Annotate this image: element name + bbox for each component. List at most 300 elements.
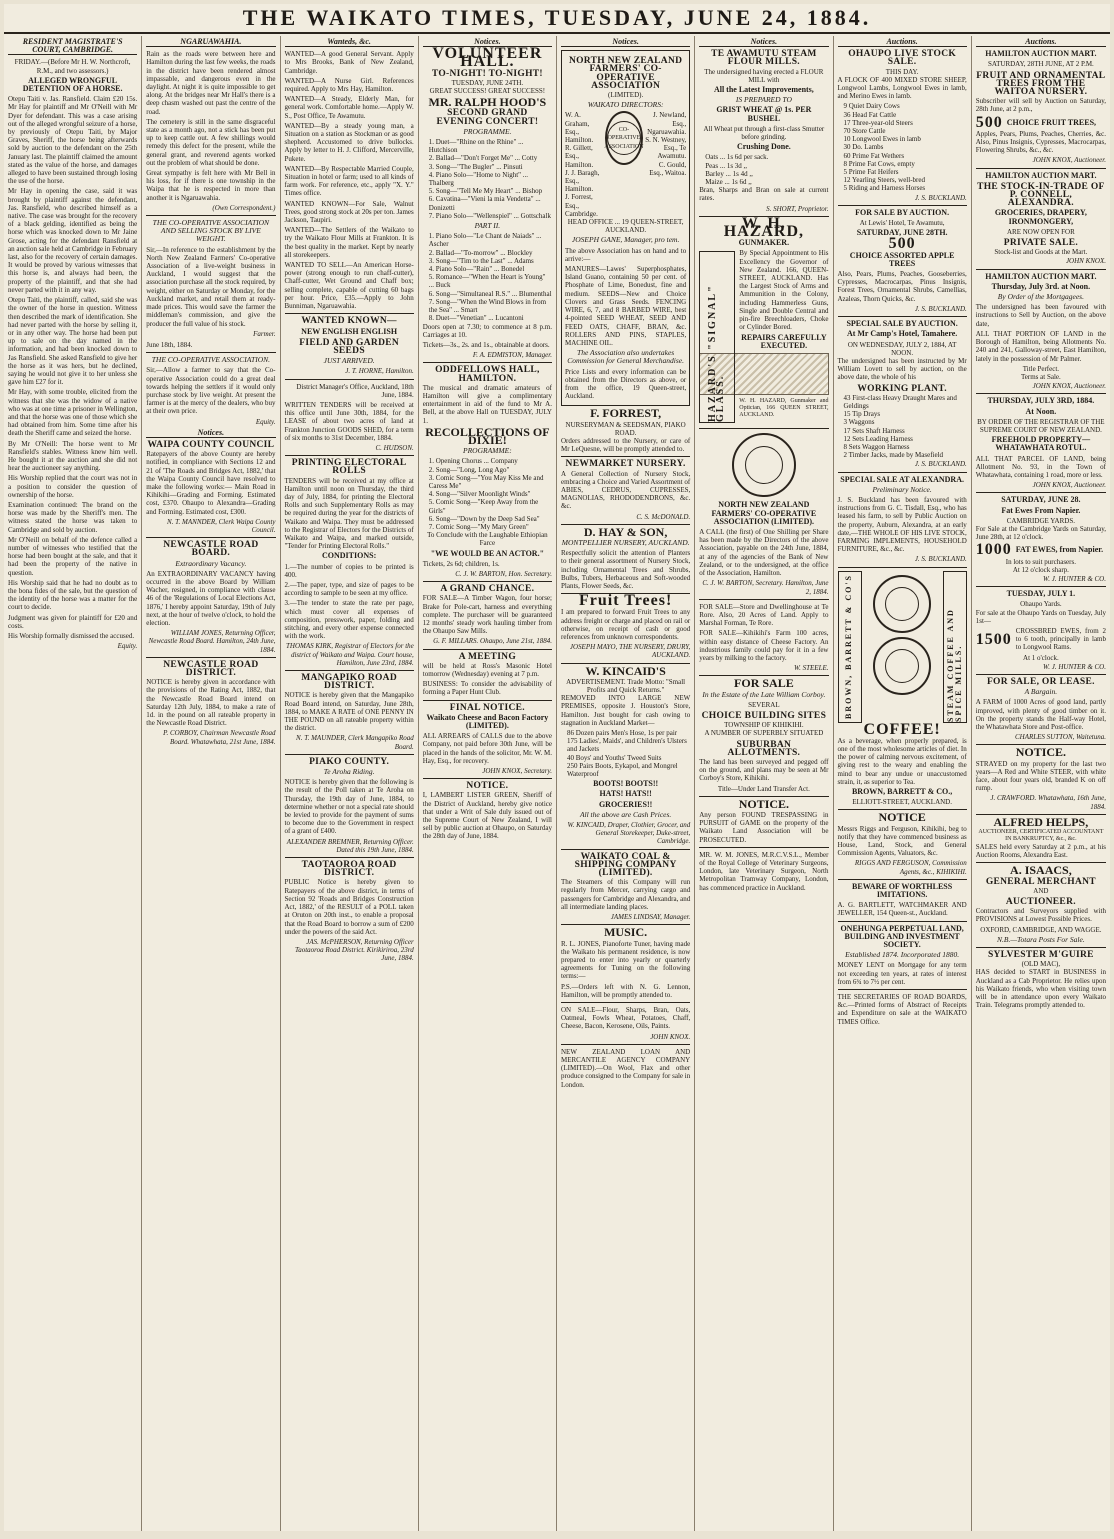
ad-heading: TUESDAY, JULY 1. [1006, 589, 1076, 599]
programme-item: 5. Comic Song—"Keep Away from the Girls" [428, 498, 539, 515]
director: C. Gould, Esq., Waitoa. [649, 160, 687, 177]
price-row: Oats ... 1s 6d per sack. [705, 153, 769, 162]
ad-heading: ONEHUNGA PERPETUAL LAND, BUILDING AND INVESTMENT SOCIETY. [840, 923, 964, 950]
list-item: 250 Pairs Boots, Eykapol, and Mongrel Waterproof [567, 761, 678, 779]
ad-heading: HAMILTON AUCTION MART. [985, 49, 1097, 59]
banner-text: BROWN, BARRETT & CO'S [844, 574, 854, 720]
ad-body: By Special Appointment to His Excellency the Governor of New Zealand. 166, QUEEN-STREET, AUCKLAND. Has the Largest Stock of Arms and Ammunition in the Colony, including Hammerless Guns, Single and Double Central and pin-fire Breechloaders, Choke or Cylinder Bored. [739, 249, 829, 332]
programme-item: 2. Song—"Long, Long Ago" [428, 465, 510, 474]
signature: W. KINCAID, Draper, Clothier, Grocer, and General Storekeeper, Duke-street, Cambridge. [567, 821, 691, 846]
banner-text: STEAM COFFEE AND SPICE MILLS. [945, 607, 963, 722]
ad-heading: A. ISAACS, [1010, 863, 1072, 878]
ad-heading: TE AWAMUTU STEAM FLOUR MILLS. [711, 49, 817, 68]
divider [838, 472, 967, 473]
ad-subheading: Waikato Cheese and Bacon Factory (LIMITED). [426, 712, 549, 731]
divider [976, 947, 1106, 948]
list-item: 60 Prime Fat Wethers [843, 151, 905, 160]
column-7 [834, 36, 972, 1531]
ad-line: THIS DAY. [885, 67, 919, 76]
notice-subheading: Extraordinary Vacancy. [175, 558, 247, 568]
ad-body: A CALL (the first) of One Shilling per Share has been made by the Directors of the above Association, payable on the 24th June, 1884, at any of the agencies of the Bank of New Zealand, or to the undersigned, at the office of the Association, Hamilton. [699, 528, 829, 578]
divider [976, 492, 1106, 493]
ad-line: A NUMBER OF SUPERBLY SITUATED [704, 729, 824, 738]
ad-subheading: At Mr Camp's Hotel, Tamahere. [846, 329, 958, 339]
divider [976, 393, 1106, 394]
divider [838, 989, 967, 990]
quantity-row [975, 113, 1106, 131]
column-4 [419, 36, 557, 1531]
wanted-ad: WANTED—A good General Servant. Apply to Mrs Brooks, Bank of New Zealand, Cambridge. [284, 50, 414, 75]
ad-subheading: CHOICE FRUIT TREES, [1006, 117, 1097, 127]
ad-body: STRAYED on my property for the last two years—A Red and White STEER, with white face, about four years old, branded K on off rump. [975, 759, 1106, 793]
signature: JOHN KNOX, Secretary. [482, 767, 552, 776]
programme-item: 4. Piano Solo—"Rain" ... Bonedel [428, 265, 525, 274]
divider [838, 316, 967, 317]
ad-body: Price Lists and every information can be obtained from the Directors as above, or from the office, 19 Queen-street, Auckland. [565, 367, 687, 401]
banner-text: HAZARD'S "SIGNAL" GLASS. [707, 284, 727, 423]
notice-heading: NEWCASTLE ROAD DISTRICT. [163, 659, 259, 679]
ad-body: MONEY LENT on Mortgage for any term not exceeding ten years, at rates of interest from 6¾ to 7½ per cent. [837, 961, 967, 986]
section-heading: NGARUAWAHIA. [146, 38, 275, 47]
ad-subheading: CHOICE BUILDING SITES [701, 710, 827, 721]
ad-heading: RECOLLECTIONS OF DIXIE! [425, 424, 550, 447]
paragraph: His Worship replied that the court was not in a position to consider the question of ownership of the horse. [8, 474, 138, 499]
ad-line: Title—Under Land Transfer Act. [717, 784, 810, 793]
medal-icon [873, 575, 931, 633]
ad-body: I, LAMBERT LISTER GREEN, Sheriff of the District of Auckland, hereby give notice that under a Writ of Sale duly issued out of the Supreme Court of New Zealand, I will sell by public auction at Ohaupo, on Saturday the 28th day of June, 1884. [422, 791, 552, 841]
ad-body: NEW ZEALAND LOAN AND MERCANTILE AGENCY COMPANY (LIMITED).—On Wool, Flax and other produce consigned to the Company for sale in London. [561, 1047, 691, 1089]
ad-heading: VOLUNTEER HALL. [432, 45, 543, 71]
divider [699, 847, 828, 848]
list-item: 10 Longwool Ewes in lamb [843, 135, 921, 144]
price-row: Peas ... 1s 3d ,, [705, 161, 748, 170]
divider [146, 657, 275, 658]
ad-body: FOR SALE—Kihikihi's Farm 100 acres, within easy distance of Cheese Factory. An industrious family could pay for it in a few years by milking to the factory. [699, 629, 829, 662]
programme-item: 3. Comic Song—"You May Kiss Me and Caress Me" [428, 473, 544, 490]
letter-heading: THE CO-OPERATIVE ASSOCIATION AND SELLING STOCK BY LIVE WEIGHT. [152, 218, 270, 244]
ad-heading: WANTED KNOWN— [301, 316, 397, 327]
ad-heading: A MEETING [458, 651, 517, 662]
ad-subheading: ADVERTISEMENT. Trade Motto: "Small Profits and Quick Returns." [566, 677, 686, 695]
wanted-ad: WANTED—The Settlers of the Waikato to try the Waikato Flour Mills at Frankton. It is the best quality in the market. Kept by nearly all storekeepers. [284, 226, 414, 259]
ad-subheading: FRUIT AND ORNAMENTAL TREES FROM THE WAITOA NURSERY. [976, 70, 1106, 98]
ad-line: Tickets—3s., 2s. and 1s., obtainable at doors. [422, 340, 550, 349]
column-6 [695, 36, 833, 1531]
section-heading: Auctions. [838, 38, 967, 47]
divider [561, 456, 690, 457]
list-item: 5 Prime Fat Heifers [843, 168, 899, 177]
wanted-ad: WANTED—A Nurse Girl. References required. Apply to Mrs Hay, Hamilton. [284, 76, 414, 94]
divider [285, 754, 414, 755]
paragraph: Mr O'Neill on behalf of the defence called a number of witnesses who testified that the horse had been bought at the sale, and that it had been the property of the native in question. [8, 535, 138, 577]
paragraph: Mr Hay in opening the case, said it was brought by plaintiff against the defendant, Jas. Ransfield, who described himself as a native. The case was brought for the recovery of a black gelding, identified as being the horse which was knocked down to Mr Jaine Grose, acting for the defendant Ransfield at an auction sale held at Cambridge in February last, also for the recovery of certain damages. It would be proved by various witnesses that this horse is, and always had been, the property of the plaintiff, and that she had never parted with it in any way. [8, 187, 138, 294]
notice-heading: MANGAPIKO ROAD DISTRICT. [301, 673, 397, 692]
wanted-ad: WANTED—By a steady young man, a Situation on a station as Stockman or as good shepherd. Accustomed to drive bullocks. Apply by letter to H. J. Clifford, Mercerville, Pukete. [284, 121, 414, 163]
ad-line: ARE NOW OPEN FOR [1007, 227, 1075, 236]
ad-body: P.S.—Orders left with N. G. Lennon, Hamilton, will be promptly attended to. [561, 982, 691, 999]
newspaper-page [4, 4, 1110, 1531]
ad-line: GREAT SUCCESS! GREAT SUCCESS! [429, 87, 546, 96]
section-heading: Notices. [146, 429, 275, 438]
divider [423, 649, 552, 650]
quantity-row [976, 543, 1106, 557]
ad-line: N.B.—Totara Posts For Sale. [997, 934, 1085, 944]
coffee-ad-block [838, 571, 967, 723]
signature: Farmer. [253, 329, 276, 338]
ad-body: Respectfully solicit the attention of Planters to their general assortment of Nursery Stock, including Ornamental Trees and Shrubs, Bulbs, Tubers, Herbaceous and Soft-wooded Plants, Flower Seeds, &c. [561, 549, 691, 590]
ad-body: MR. W. M. JONES, M.R.C.V.S.L., Member of the Royal College of Veterinary Surgeons, London, late Veterinary Surgeon, North Metropolitan Tramway Company, London, has commenced practice in Auckland. [699, 850, 829, 892]
ad-heading: NEWMARKET NURSERY. [565, 459, 686, 470]
notice-heading: PIAKO COUNTY. [309, 756, 390, 767]
letter-heading: THE CO-OPERATIVE ASSOCIATION. [151, 355, 270, 365]
notice-body: NOTICE is hereby given that the following is the result of the Poll taken at Te Aroha on Thursday, the 19th day of June, 1884, to determine whether or not a special rate should be levied to provide for the payment of sums to become due to the Government in respect of a grant of £400. [284, 778, 414, 836]
divider [976, 674, 1106, 675]
signature: JAS. McPHERSON, Returning Officer Taotaoroa Road District. Kirikiriroa, 23rd June, 1884. [294, 937, 414, 963]
ad-subheading: Crushing Done. [736, 142, 791, 152]
ad-body: ON SALE—Flour, Sharps, Bran, Oats, Oatmeal, Fowls Wheat, Potatoes, Chaff, Cheese, Bacon, Kerosene, Oils, Paints. [561, 1005, 691, 1031]
signature: JOSEPH MAYO, THE NURSERY, DRURY, AUCKLAND. [569, 643, 691, 660]
column-5 [557, 36, 695, 1531]
wanted-ad: WANTED TO SELL—An American Horse-power (strong enough to run chaff-cutter), Chaff-cutter, Wet Ground and Chaff box; selling complete, capable of cutting 60 bags per hour. Price, £35.—Apply to John Bunniman, Ngaruawahia. [284, 261, 414, 311]
ad-body: The undersigned has been favoured with instructions to Sell by Auction, on the above date, [975, 303, 1106, 328]
co-op-ad [561, 50, 690, 406]
list-item: 12 Yearling Steers, well-bred [843, 176, 925, 185]
ad-line: ELLIOTT-STREET, AUCKLAND. [852, 798, 952, 807]
tender-body: TENDERS will be received at my office at Hamilton until noon on Thursday, the third day of July, 1884, for printing the Electoral Rolls and such Supplementary Rolls as may be required during the year for the districts of Waikato and Waipa. They must be addressed to the Registrar of Electors for the Districts of Waikato and Waipa, and marked outside, "Tender for Printing Electoral Rolls." [284, 476, 414, 551]
signature: P. CORBOY, Chairman Newcastle Road Board. Whatawhata, 21st June, 1884. [163, 729, 276, 746]
ad-subheading: SUBURBAN ALLOTMENTS. [727, 739, 801, 758]
ad-heading: THURSDAY, JULY 3RD, 1884. [987, 396, 1095, 406]
ad-heading: NORTH NEW ZEALAND FARMERS' CO-OPERATIVE ASSOCIATION (LIMITED). [711, 500, 817, 526]
ad-line: Doors open at 7.30; to commence at 8 p.m. Carriages at 10. [422, 322, 552, 339]
paragraph: Examination continued: The brand on the horse was made by the Sheriff's men. The witness stated the horse was taken to Cambridge and sold by auction. [8, 500, 138, 534]
stock-list [838, 102, 967, 192]
notice-subheading: Te Aroha Riding. [323, 767, 375, 777]
column-2 [142, 36, 280, 1531]
ad-heading: NOTICE. [738, 796, 790, 811]
ad-subheading: PRIVATE SALE. [1003, 238, 1079, 249]
signature: W. J. HUNTER & CO. [1043, 662, 1106, 671]
list-item: 12 Sets Leading Harness [843, 434, 913, 443]
ad-body: Also, Pears, Plums, Peaches, Gooseberries, Cypresses, Macrocarpas, Pinus Insignis, Forest Trees, Ornamental Shrubs, Camellias, Azaleas, Thorn Quicks, &c. [837, 270, 967, 303]
price-row: Maize ... 1s 6d ,, [705, 178, 752, 187]
director: J. J. Baragh, Esq., Hamilton. [565, 168, 600, 194]
signature: J. CRAWFORD. Whatawhata, 16th June, 1884. [990, 794, 1106, 811]
paragraph: The cemetery is still in the same disgraceful state as a month ago, not a stick has been put up to keep cattle out. A few shillings would remedy this defect for the present, while the general grant, and reverend agents worked out the problem of what should be done. [146, 117, 276, 167]
ad-heading: Fruit Trees! [578, 592, 673, 610]
ad-line: SATURDAY, 28TH JUNE, AT 2 P.M. [987, 60, 1094, 69]
divider [423, 362, 552, 363]
paragraph: Sir,—Allow a farmer to say that the Co-operative Association could do a great deal towards helping the settlers if it would only purchase stock by live weight. At present the farmer is at the mercy of the dealers, who buy at their own price. [146, 366, 276, 416]
ad-body: The undersigned has been instructed by Mr William Lovett to sell by auction, on the above date, the whole of his [837, 356, 967, 382]
divider [976, 586, 1106, 587]
ad-line: The Association also undertakes Commission for General Merchandise. [567, 348, 685, 366]
ad-subheading: TO-NIGHT! TO-NIGHT! [431, 68, 543, 79]
office-line: District Manager's Office, Auckland, 18th June, 1884. [296, 382, 414, 399]
medal-icon [873, 637, 931, 695]
ad-line: Title Perfect. [1022, 364, 1060, 373]
list-item: 15 Tip Drays [843, 410, 881, 419]
price-row: Barley ... 1s 4d ,, [705, 169, 753, 178]
quantity: 1000 [975, 541, 1012, 559]
divider [146, 352, 275, 353]
list-item: 40 Boys' and Youths' Tweed Suits [567, 753, 662, 762]
ad-body: REMOVED INTO LARGE NEW PREMISES, opposite J. Houston's Store, Hamilton. Just bought for cash owing to stagnation in Auckland Market— [561, 694, 691, 727]
ad-heading: FOR SALE BY AUCTION. [855, 207, 950, 217]
masthead: THE WAIKATO TIMES, TUESDAY, JUNE 24, 1884. [4, 4, 1110, 34]
ad-body: A. G. BARTLETT, WATCHMAKER AND JEWELLER, 154 Queen-st., Auckland. [837, 901, 967, 918]
ad-body: Bran, Sharps and Bran on sale at current rates. [699, 186, 829, 203]
paragraph: Rain as the roads were between here and Hamilton during the last few weeks, the roads in the district have been rendered almost impassable, and dangerous even in the daylight. At night it is quite impossible to get along. At the bridges near Mr Hall's there is a deep chasm washed out past the centre of the road. [146, 50, 276, 116]
ad-body: will be held at Ross's Masonic Hotel tomorrow (Wednesday) evening at 7 p.m. [422, 661, 552, 679]
ad-line: By Order of the Mortgagees. [997, 292, 1084, 302]
coffee-mills-banner [943, 571, 967, 723]
paragraph: Great sympathy is felt here with Mr Bell in his loss, for if there is one township in the Waipa that he is respected in more than another it is Ngaruawahia. [146, 169, 276, 202]
ad-body: ALL THAT PORTION OF LAND in the Borough of Hamilton, being Allotments No. 240 and 241, Galloway-street, East Hamilton, lately in the possession of Mr Palmer. [975, 329, 1106, 363]
list-item: 17 Three-year-old Steers [843, 118, 913, 127]
association-seal-icon [605, 111, 643, 165]
ad-subheading: BROWN, BARRETT & CO., [851, 787, 953, 796]
section-heading: Wanteds, &c. [285, 38, 414, 47]
paragraph: Judgment was given for plaintiff for £20 and costs. [8, 613, 138, 630]
ad-heading: MR. RALPH HOOD'S [428, 95, 547, 110]
programme-item: 6. Song—"Simultaneal R.S." ... Blumenthal [428, 289, 552, 298]
ad-line: In lots to suit purchasers. [1005, 557, 1076, 566]
ad-body: Apples, Pears, Plums, Peaches, Cherries, &c. Also, Pinus Insignis, Cypresses, Macrocarpas, Flowering Shrubs, &c., &c. [975, 129, 1106, 155]
ad-body: Any person FOUND TRESPASSING in PURSUIT of GAME on the property of the Waikato Land Association will be PROSECUTED. [699, 810, 829, 844]
ad-line: JUST ARRIVED. [323, 356, 375, 366]
list-item: 36 Head Fat Cattle [843, 110, 897, 119]
signature: J. T. HORNE, Hamilton. [345, 367, 414, 376]
list-item: 86 Dozen pairs Men's Hose, 1s per pair [567, 729, 678, 738]
ad-line: To Conclude with the Laughable Ethiopian Farce [427, 531, 548, 548]
ad-body: The musical and dramatic amateurs of Hamilton will give a complimentary entertainment in aid of the fund to Mr A. Bell, at the above Hall on TUESDAY, JULY 1. [422, 383, 552, 425]
directors-row [565, 111, 686, 218]
ad-subheading: GRIST WHEAT @ 1s. PER BUSHEL [716, 105, 812, 123]
ad-line: SEVERAL [748, 700, 780, 709]
signature: JOHN KNOX, Auctioneer. [1032, 481, 1106, 490]
ad-heading: FOR SALE, OR LEASE. [986, 677, 1095, 687]
ad-line: CAMBRIDGE YARDS. [1006, 516, 1075, 525]
programme-item: 2. Ballad—"Don't Forget Me" ... Cotty [428, 154, 538, 163]
signature: G. F. MILLARS. Ohaupo, June 21st, 1884. [433, 637, 552, 646]
ad-subheading: GENERAL MERCHANT [985, 876, 1096, 887]
signature: (Own Correspondent.) [212, 203, 276, 212]
section-heading: RESIDENT MAGISTRATE'S COURT, CAMBRIDGE. [8, 38, 137, 55]
ad-heading: FIELD AND GARDEN SEEDS [299, 337, 400, 356]
ad-heading: W. KINCAID'S [585, 663, 666, 678]
signature: CHARLES SUTTON, Waitetuna. [1014, 733, 1106, 742]
ad-subheading: SECOND GRAND EVENING CONCERT! [436, 108, 539, 127]
divider [423, 581, 552, 582]
ad-subheading: WORKING PLANT. [857, 383, 947, 394]
ad-subheading: Preliminary Notice. [872, 484, 932, 494]
ad-body: Messrs Riggs and Ferguson, Kihikihi, beg to notify that they have commenced business as House, Land, Stock, and General Commission Agents, Valuators, &c. [837, 824, 967, 858]
ad-subheading: REPAIRS CAREFULLY EXECUTED. [741, 332, 827, 350]
ad-heading: D. HAY & SON, [583, 524, 668, 539]
director: W. A. Graham, Esq., Hamilton. [565, 111, 594, 145]
ad-heading: HAMILTON AUCTION MART. [985, 271, 1097, 281]
divider [285, 313, 414, 314]
paragraph: Sir,—In reference to the establishment by the North New Zealand Farmers' Co-operative Association of a live-weight business in Auckland, I would suggest that the association purchase all the stock required, by weight, either on Saturday or Monday, for the Auckland market, and retail them at ready-made prices. This would save the farmer the middleman's commission, and give the producer the full value of his stock. [146, 245, 276, 328]
directors-heading: WAIKATO DIRECTORS: [587, 100, 664, 110]
ad-line: At 12 o'clock sharp. [1012, 565, 1069, 574]
ad-heading: NOTICE [878, 810, 926, 825]
ad-line: Stock-list and Goods at the Mart. [994, 248, 1088, 257]
programme-heading: PROGRAMME: [463, 446, 512, 456]
ad-subheading: HATS! HATS!! [599, 789, 652, 799]
ad-heading: SYLVESTER M'GUIRE [987, 950, 1094, 961]
signature: JOHN KNOX. [1065, 257, 1106, 266]
ad-body: The land has been surveyed and pegged off on the ground, and plans may be seen at Mr Corboy's Store, Kihikihi. [699, 757, 829, 783]
ad-subheading: A Bargain. [1024, 687, 1058, 697]
ad-heading: FOR SALE [734, 676, 794, 691]
ad-line: IS PREPARED TO [735, 95, 792, 105]
divider [699, 599, 828, 600]
divider [285, 379, 414, 380]
programme-item: 5. Romance—"When the Heart is Young" ... Buck [428, 273, 546, 290]
divider [423, 778, 552, 779]
divider [838, 205, 967, 206]
date-line: June 18th, 1884. [146, 340, 193, 349]
ad-subheading: CHOICE ASSORTED APPLE TREES [849, 250, 955, 268]
programme-item: 7. Comic Song—"My Mary Green" [428, 522, 529, 531]
brown-barrett-banner [838, 571, 862, 723]
ad-body: ALL THAT PARCEL OF LAND, being Allotment No. 93, in the Town of Whatawhata, containing 1 road, more or less. [975, 454, 1106, 479]
coffee-seal-area [865, 571, 940, 723]
list-item: 5 Riding and Harness Horses [843, 184, 926, 193]
director: J. Forrest, Esq., Cambridge. [565, 193, 598, 218]
divider [285, 857, 414, 858]
signature: RIGGS AND FERGUSON, Commission Agents, &c., KIHIKIHI. [854, 859, 967, 876]
ad-heading: BEWARE OF WORTHLESS IMITATIONS. [852, 881, 953, 900]
ad-body: I am prepared to forward Fruit Trees to any address freight or charge and placed on rail or otherwise, on receipt of cash or good references from unknown correspondents. [561, 608, 691, 641]
paragraph: His Worship said that he had no doubt as to the bona fides of the sale, but the question of the identity of the horse was a matter for the court to decide. [8, 578, 138, 612]
quantity: 500 [888, 235, 916, 253]
divider [561, 1002, 690, 1003]
seal-text: CO-OPERATIVE ASSOCIATION [607, 121, 641, 155]
signature: W. J. HUNTER & CO. [1043, 574, 1106, 583]
programme-item: 3. Song—"Tim to the Last" ... Adams [428, 256, 534, 265]
ad-line: TOWNSHIP OF KIHIKIHI. [724, 721, 804, 730]
director: S. N. Westney, Esq., Te Awamutu. [645, 136, 687, 161]
ad-heading: OHAUPO LIVE STOCK SALE. [848, 49, 957, 68]
signature: N. T. MAUNDER, Clerk Mangapiko Road Board. [296, 734, 414, 751]
ad-subheading: GROCERIES, DRAPERY, IRONMONGERY, [994, 208, 1087, 226]
ad-body: THE SECRETARIES OF ROAD BOARDS, &c.—Printed forms of Abstract of Receipts and Expenditure on sale at the WAIKATO TIMES Office. [837, 993, 967, 1026]
ad-subheading: AUCTIONEER, CERTIFICATED ACCOUNTANT IN BANKRUPTCY, &c., &c. [978, 829, 1104, 843]
directors-left [565, 111, 603, 218]
divider [561, 849, 690, 850]
ad-subheading: (LIMITED). [608, 91, 644, 100]
list-item: 8 Prime Fat Cows, empty [843, 159, 915, 168]
signature: F. A. EDMISTON, Manager. [472, 351, 552, 360]
divider [976, 168, 1106, 169]
signature: C. J. W. BARTON, Secretary. Hamilton, June 2, 1884. [702, 579, 829, 596]
condition: 2.—The paper, type, and size of pages to be according to sample to be seen at my office. [284, 580, 414, 598]
conditions-heading: CONDITIONS: [322, 551, 377, 561]
association-seal-icon [732, 433, 796, 497]
ad-body: Subscriber will sell by Auction on Saturday, 28th June, at 2 p.m., [975, 97, 1106, 114]
notice-body: NOTICE is hereby given that the Mangapiko Road Board intend, on Saturday, June 28th, 1884, to MAKE A RATE of ONE PENNY IN THE POUND on all rateable property within the district. [284, 691, 414, 733]
ad-heading: NOTICE. [466, 781, 509, 792]
ad-heading: ODDFELLOWS HALL, HAMILTON. [435, 365, 540, 384]
ad-subheading: FREEHOLD PROPERTY—WHATAWHATA ROTUL. [991, 435, 1091, 453]
ad-body: As a beverage, when properly prepared, is one of the most wholesome articles of diet. In the power of calming nervous excitement, of giving rest to the weary and enabling the mind to bear any undue or unaccustomed strain, it, as superior to Tea. [837, 736, 967, 786]
ad-heading: NORTH NEW ZEALAND FARMERS' CO-OPERATIVE ASSOCIATION [568, 56, 683, 91]
programme-list [423, 232, 552, 322]
ad-subheading: AUCTIONEER. [1005, 897, 1076, 908]
wanted-ad: WANTED—By Respectable Married Couple, Situation in hotel or farm; used to all kinds of farm work. For reference, etc., apply "X. Y." Times office. [284, 164, 414, 198]
paragraph: His Worship formally dismissed the accused. [8, 632, 135, 641]
notice-heading: WAIPA COUNTY COUNCIL [147, 439, 275, 450]
divider [423, 700, 552, 701]
programme-list [423, 457, 552, 531]
signature: J. S. BUCKLAND. [914, 555, 967, 564]
list-item: 43 First-class Heavy Draught Mares and Geldings [843, 393, 957, 410]
ad-subheading: SATURDAY, JUNE 28TH. [856, 228, 948, 238]
ad-subheading: All the Latest Improvements, [713, 85, 814, 95]
ad-subheading: Fat Ewes From Napier. [1001, 505, 1081, 515]
price-list [699, 153, 828, 186]
divider [146, 537, 275, 538]
ad-body: FOR SALE—A Timber Wagon, four horse; Brake for Pole-cart, harness and everything complete. The purchaser will be guaranteed 12 months' steady work hauling timber from the Ohaupo Saw Mills. [422, 594, 552, 636]
paragraph: Otepu Taiti, the plaintiff, called, said she was the owner of the horse in question. Witness then described the mark of identification. She had never parted with the horse by selling it, or in any other way. The horse had been put up to sale on the day named in the information, and had been knocked down to Jas Ransfield. She asked Ransfield to give her the horse as it was hers, but he declined, saying he would not give it to her unless she gave him £27 for it. [8, 296, 138, 387]
programme-item: 1. Opening Chorus ... Company [428, 457, 518, 466]
ad-body: J. S. Buckland has been favoured with instructions from G. C. Tisdall, Esq., who has leased his farm, to sell by Public Auction on the property, Auburn, Alexandra, at an early date,—THE WHOLE OF HIS LIVE STOCK, FARMING IMPLEMENTS, HOUSEHOLD FURNITURE, &c., &c. [837, 495, 967, 554]
list-item: 8 Sets Waggon Harness [843, 442, 910, 451]
divider [838, 921, 967, 922]
ad-subheading: NURSERYMAN & SEEDSMAN, PIAKO ROAD. [565, 420, 686, 437]
ad-heading: MUSIC. [604, 925, 648, 940]
list-item: 17 Sets Shaft Harness [843, 426, 905, 435]
ad-line: All Wheat put through a first-class Smutter before grinding. [703, 124, 825, 142]
section-heading: Notices. [423, 38, 552, 47]
ad-subheading: THE STOCK-IN-TRADE OF P. CONNELL, ALEXANDRA. [977, 181, 1105, 209]
ad-heading: FINAL NOTICE. [449, 702, 525, 713]
signature: J. S. BUCKLAND. [914, 193, 967, 202]
notice-heading: PRINTING ELECTORAL ROLLS [291, 458, 407, 477]
signature: WILLIAM JONES, Returning Officer, Newcastle Road Board. Hamilton, 24th June, 1884. [148, 629, 276, 654]
ad-subheading: "WE WOULD BE AN ACTOR." [430, 548, 545, 558]
ad-body: SALES held every Saturday at 2 p.m., at his Auction Rooms, Alexandra East. [975, 843, 1106, 860]
ad-line: All the above are Cash Prices. [579, 809, 672, 819]
signature: JOHN KNOX, Auctioneer. [1032, 156, 1106, 165]
programme-item: 6. Song—"Down by the Deep Sad Sea" [428, 514, 540, 523]
ad-body: FOR SALE—Store and Dwellinghouse at Te Rore. Also, 20 Acres of Land. Apply to Marshal Forman, Te Rore. [699, 602, 829, 628]
divider [285, 670, 414, 671]
programme-item: 7. Piano Solo—"Wellenspiel" ... Gottschalk [428, 211, 551, 220]
ad-body: The above Association has on hand and to arrive:— [565, 246, 687, 263]
ad-body: Contractors and Surveyors supplied with PROVISIONS at Lowest Possible Prices. [975, 907, 1106, 924]
ad-line: In the Estate of the Late William Corboy. [702, 689, 826, 699]
divider [285, 455, 414, 456]
item-list [561, 729, 690, 778]
signature: Equity. [117, 642, 138, 651]
ad-body: A FARM of 1000 Acres of good land, partly improved, with plenty of good timber on it. On the property stands the Half-way Hotel, the Whatawhata Store and Post-office. [975, 698, 1106, 732]
ad-line: Ohaupo Yards. [1020, 600, 1062, 609]
ad-body: The Steamers of this Company will run regularly from Mercer, carrying cargo and passengers for Cambridge and Alexandra, and all intermediate landing places. [561, 878, 691, 911]
programme-item: 7. Song—"When the Wind Blows in from the Sea" ... Smart [428, 297, 547, 315]
divider [976, 269, 1106, 270]
column-grid [4, 36, 1110, 1531]
signature: JAMES LINDSAY, Manager. [610, 913, 691, 922]
ad-heading: WAIKATO COAL & SHIPPING COMPANY (LIMITED). [574, 851, 677, 879]
wanted-ad: WANTED KNOWN—For Sale, Walnut Trees, good strong stock at 20s per ton. James Jackson, Taupiri. [284, 199, 414, 225]
quantity: 1500 [975, 631, 1012, 649]
ad-line: The undersigned having erected a FLOUR MILL with [704, 67, 824, 84]
ad-body: BUSINESS: To consider the advisability of forming a Paper Hunt Club. [422, 680, 552, 697]
